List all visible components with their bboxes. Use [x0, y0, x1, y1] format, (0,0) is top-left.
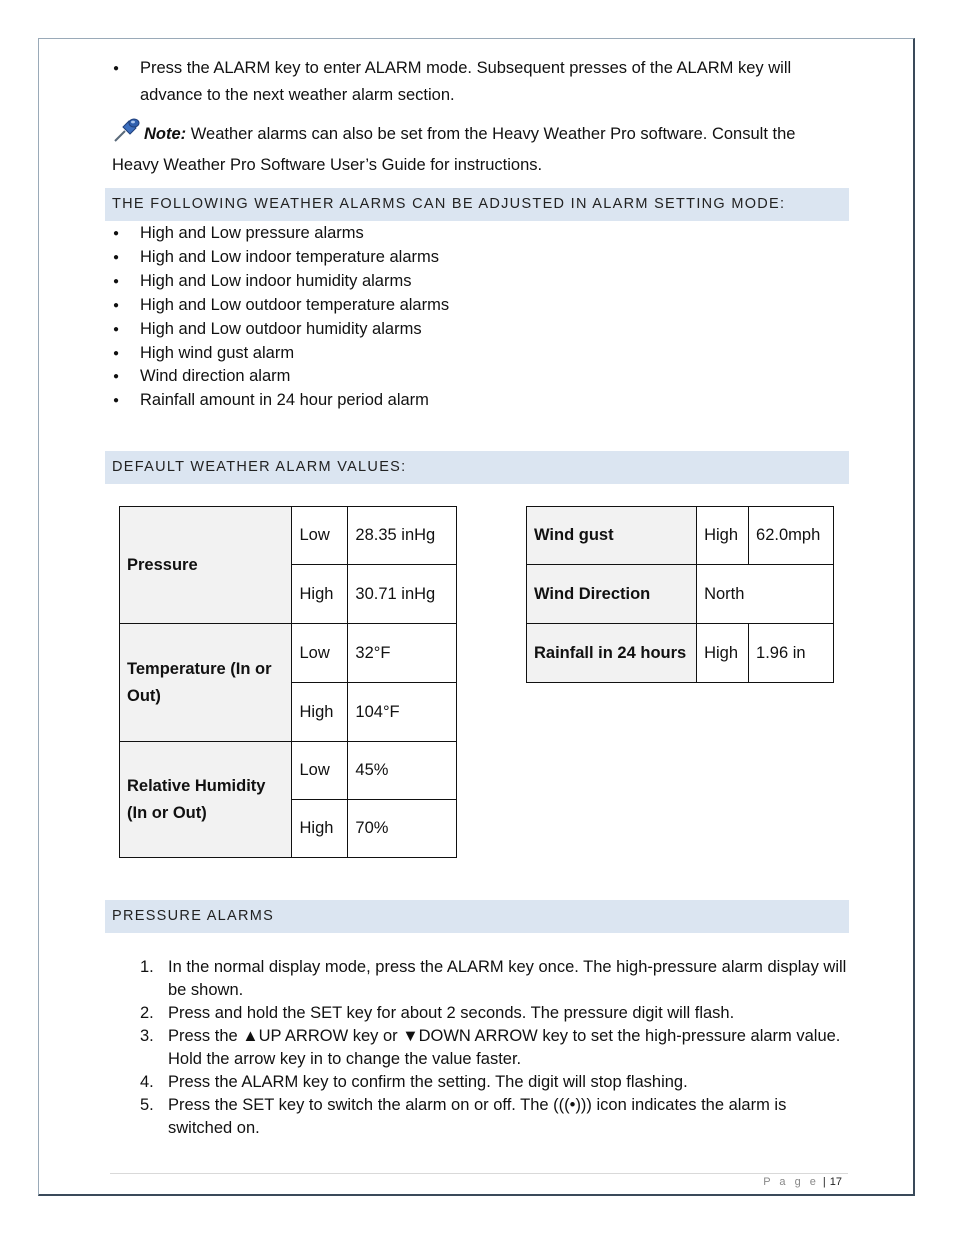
value-cell: 70% [348, 800, 457, 858]
page-number: 17 [829, 1176, 842, 1188]
table-row [527, 565, 834, 624]
rainfall-label: Rainfall in 24 hours [527, 624, 697, 683]
list-item [140, 956, 850, 1002]
note-paragraph [112, 117, 842, 179]
list-item: ● High and Low indoor humidity alarms [112, 270, 449, 294]
step-text: Press the ▲UP ARROW key or ▼DOWN ARROW key to set the high-pressure alarm value. Hold the arrow key in to change the value faster. [168, 1027, 841, 1068]
step-text: Press the SET key to switch the alarm on or off. The (((•))) icon indicates the alarm is switched on. [168, 1096, 787, 1137]
note-text: Weather alarms can also be set from the Heavy Weather Pro software. Consult the Heavy Weather Pro Software User’s Guide for instructions. [112, 125, 796, 174]
value-cell: 62.0mph [749, 507, 834, 565]
level-cell: High [292, 565, 348, 624]
level-cell: High [697, 624, 749, 683]
pressure-steps-list [140, 956, 850, 1140]
level-cell: High [697, 507, 749, 565]
wind-direction-label: Wind Direction [527, 565, 697, 624]
default-values-table-left [119, 506, 457, 858]
list-item [140, 1025, 850, 1071]
list-item: ● High wind gust alarm [112, 342, 449, 366]
table-row [120, 507, 457, 565]
step-number: 5. [140, 1096, 154, 1114]
intro-bullet [112, 55, 832, 109]
default-values-table-right [526, 506, 834, 683]
list-item: ● High and Low outdoor temperature alarms [112, 294, 449, 318]
value-cell: 45% [348, 742, 457, 800]
wind-gust-label: Wind gust [527, 507, 697, 565]
section-heading-defaults: DEFAULT WEATHER ALARM VALUES: [105, 451, 849, 484]
section-heading-pressure: PRESSURE ALARMS [105, 900, 849, 933]
level-cell: Low [292, 624, 348, 683]
list-item [140, 1071, 850, 1094]
level-cell: Low [292, 507, 348, 565]
value-cell: 32°F [348, 624, 457, 683]
pushpin-icon [112, 117, 142, 152]
alarm-list [112, 222, 449, 413]
intro-bullet-text: Press the ALARM key to enter ALARM mode. Subsequent presses of the ALARM key will advance to the next weather alarm section. [140, 59, 792, 104]
temperature-label: Temperature (In or Out) [120, 624, 292, 742]
page-footer [763, 1176, 842, 1188]
footer-divider [110, 1173, 848, 1174]
list-item: ● High and Low pressure alarms [112, 222, 449, 246]
section-heading-adjustable: THE FOLLOWING WEATHER ALARMS CAN BE ADJUSTED IN ALARM SETTING MODE: [105, 188, 849, 221]
value-cell: 1.96 in [749, 624, 834, 683]
value-cell: North [697, 565, 834, 624]
level-cell: High [292, 683, 348, 742]
step-number: 1. [140, 958, 154, 976]
list-item: ● High and Low outdoor humidity alarms [112, 318, 449, 342]
list-item: ● Rainfall amount in 24 hour period alarm [112, 389, 449, 413]
footer-separator: | [822, 1176, 826, 1188]
table-row [120, 624, 457, 683]
step-text: Press and hold the SET key for about 2 seconds. The pressure digit will flash. [168, 1004, 735, 1022]
step-text: In the normal display mode, press the ALARM key once. The high-pressure alarm display will be shown. [168, 958, 847, 999]
note-label: Note: [144, 125, 187, 143]
level-cell: High [292, 800, 348, 858]
level-cell: Low [292, 742, 348, 800]
step-number: 2. [140, 1004, 154, 1022]
list-item [140, 1002, 850, 1025]
table-row [527, 507, 834, 565]
list-item: ● High and Low indoor temperature alarms [112, 246, 449, 270]
value-cell: 104°F [348, 683, 457, 742]
value-cell: 28.35 inHg [348, 507, 457, 565]
list-item: ● Wind direction alarm [112, 365, 449, 389]
page-word: P a g e [763, 1176, 819, 1188]
bullet-icon: ● [113, 63, 120, 74]
pressure-label: Pressure [120, 507, 292, 624]
step-text: Press the ALARM key to confirm the setting. The digit will stop flashing. [168, 1073, 688, 1091]
table-row [527, 624, 834, 683]
step-number: 3. [140, 1027, 154, 1045]
humidity-label: Relative Humidity (In or Out) [120, 742, 292, 858]
table-row [120, 742, 457, 800]
step-number: 4. [140, 1073, 154, 1091]
value-cell: 30.71 inHg [348, 565, 457, 624]
list-item [140, 1094, 850, 1140]
